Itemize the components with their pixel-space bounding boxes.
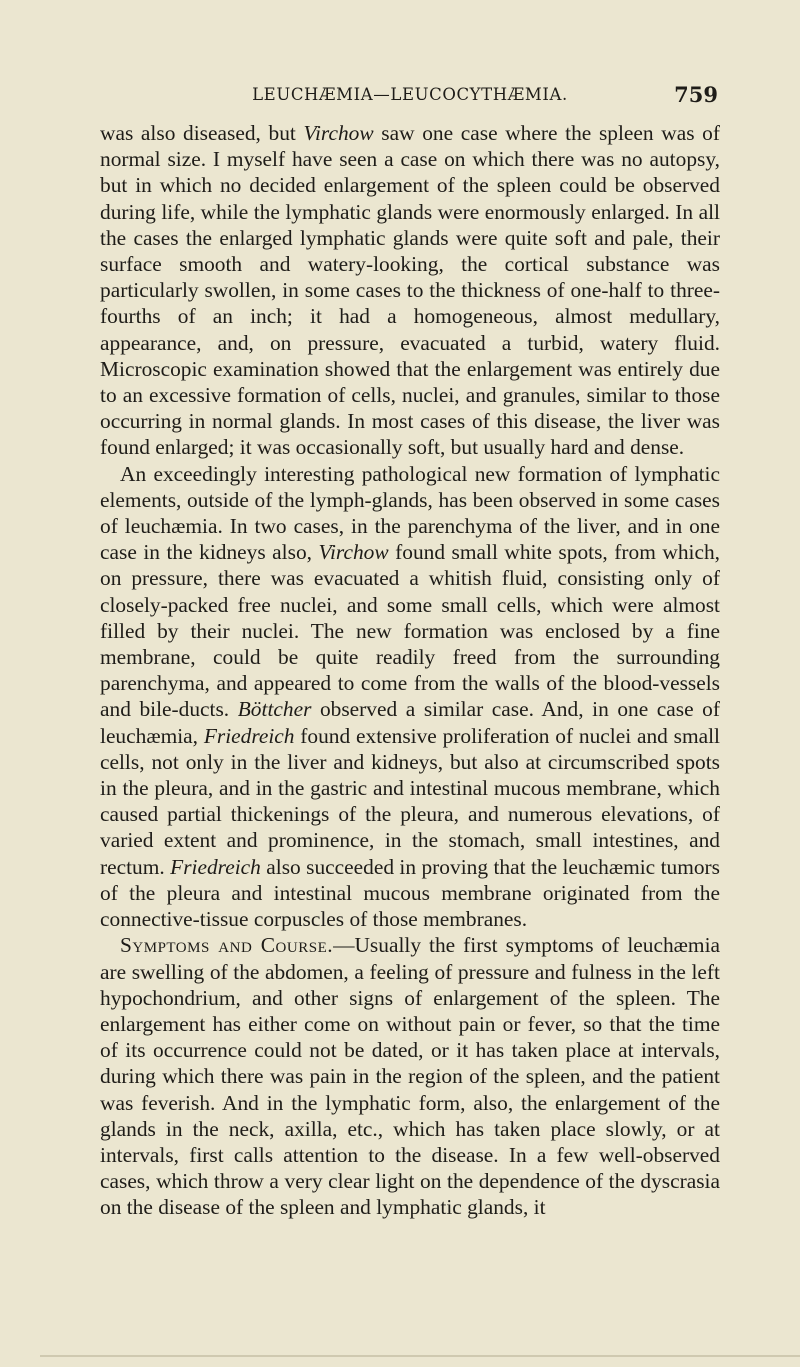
text-run: —Usually the first symptoms of leuchæmia are swelling of the abdomen, a feeling of pressure and fulness in the left hypochondrium, and other signs of enlargement of the spleen. The enlargement has either come on without pain or fever, so that the time of its occurrence could not be dated, or it has taken place at intervals, during which there was pain in the region of the spleen, and the patient was feverish. And in the lymphatic form, also, the enlargement of the glands in the neck, axilla, etc., which has taken place slowly, or at intervals, first calls attention to the disease. In a few well-observed cases, which throw a very clear light on the dependence of the dyscrasia on the disease of the spleen and lymphatic glands, it xyxy=(100,933,721,1220)
author-name: Virchow xyxy=(318,540,389,565)
body-text xyxy=(100,120,720,1221)
author-name: Friedreich xyxy=(203,723,295,748)
author-name: Friedreich xyxy=(170,854,261,879)
paragraph xyxy=(100,932,720,1220)
paragraph xyxy=(100,120,720,461)
author-name: Virchow xyxy=(303,121,374,145)
running-title: LEUCHÆMIA—LEUCOCYTHÆMIA. xyxy=(252,85,568,104)
text-run: found extensive proliferation of nuclei and small cells, not only in the liver and kidneys, but also at circumscribed spots in the pleura, and in the gastric and intestinal mucous membrane, which caused partial thickenings of the pleura, and numerous elevations, of varied extent and prominence, in the stomach, small intestines, and rectum. xyxy=(100,723,720,879)
text-run: An exceedingly interesting pathological new formation of lymphatic elements, outside of the lymph-glands, has been observed in some cases of leuchæmia. In two cases, in the parenchyma of the liver, and in one case in the kidneys also, xyxy=(100,461,720,565)
author-name: Böttcher xyxy=(237,697,312,722)
text-run: found small white spots, from which, on pressure, there was evacuated a whitish fluid, consisting only of closely-packed free nuclei, and some small cells, which were almost filled by their nuclei. The new formation was enclosed by a fine membrane, could be quite readily freed from the surrounding parenchyma, and appeared to come from the walls of the blood-vessels and bile-ducts. xyxy=(100,540,720,722)
paragraph xyxy=(100,461,720,933)
text-run: also succeeded in proving that the leuchæmic tumors of the pleura and intestinal mucous membrane originated from the connective-tissue corpuscles of those membranes. xyxy=(100,854,720,932)
text-run: was also diseased, but xyxy=(100,121,304,145)
section-heading: Symptoms and Course. xyxy=(120,933,334,958)
bottom-edge-rule xyxy=(40,1355,800,1357)
page-header xyxy=(100,79,720,109)
page-number: 759 xyxy=(674,82,718,107)
text-run: saw one case where the spleen was of normal size. I myself have seen a case on which there was no autopsy, but in which no decided enlargement of the spleen could be observed during life, while the lymphatic glands were enormously enlarged. In all the cases the enlarged lymphatic glands were quite soft and pale, their surface smooth and watery-looking, the cortical substance was particularly swollen, in some cases to the thickness of one-half to three-fourths of an inch; it had a homogeneous, almost medullary, appearance, and, on pressure, evacuated a turbid, watery fluid. Microscopic examination showed that the enlargement was entirely due to an excessive formation of cells, nuclei, and granules, similar to those occurring in normal glands. In most cases of this disease, the liver was found enlarged; it was occasionally soft, but usually hard and dense. xyxy=(100,121,720,460)
text-run: observed a similar case. And, in one case of leuchæmia, xyxy=(100,697,720,748)
